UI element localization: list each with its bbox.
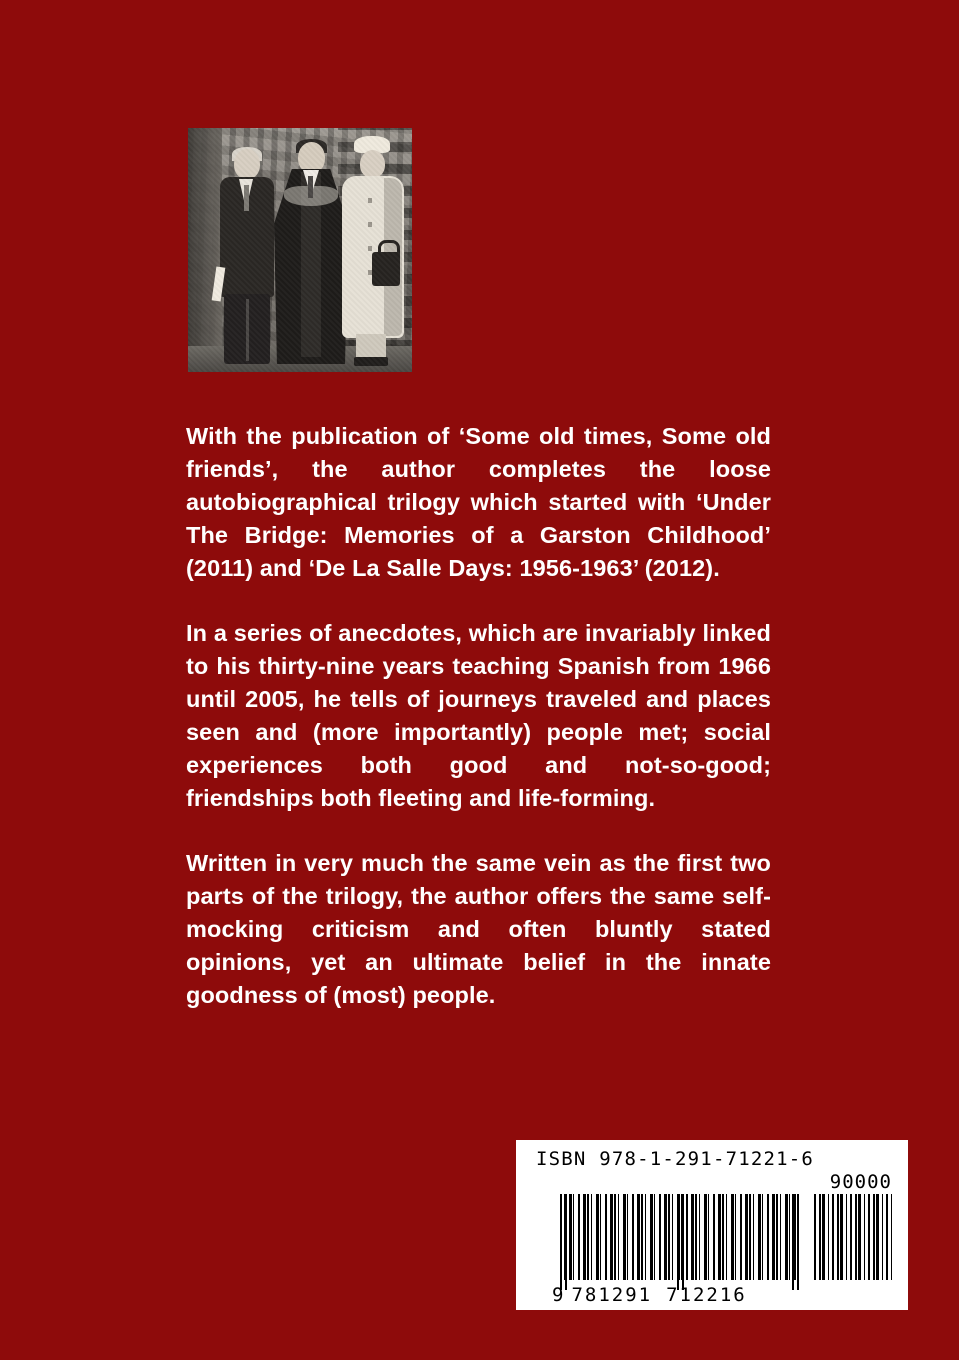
guard-bar	[682, 1194, 684, 1290]
man-tie	[244, 185, 249, 211]
guard-bar	[792, 1194, 794, 1290]
handbag	[372, 252, 400, 286]
figure-woman-in-coat	[340, 144, 406, 364]
figure-graduate	[274, 142, 348, 364]
price-code-text: 90000	[829, 1171, 892, 1193]
graduate-tie	[308, 176, 313, 198]
ean13-digits	[552, 1284, 747, 1306]
ean-left-group: 781291	[571, 1284, 653, 1306]
blurb-paragraph-2: In a series of anecdotes, which are invariably linked to his thirty-nine years teaching Spanish from 1966 until 2005, he tells of journeys traveled and places seen and (more importantly) people met; social experiences both good and not-so-good; friendships both fleeting and life-forming.	[186, 620, 771, 811]
ean-lead-digit: 9	[552, 1284, 566, 1306]
guard-bar	[565, 1194, 567, 1290]
woman-head	[360, 150, 385, 178]
isbn-text: ISBN 978-1-291-71221-6	[536, 1148, 815, 1170]
blurb-paragraph-3: Written in very much the same vein as the first two parts of the trilogy, the author offers the same self-mocking criticism and often bluntly stated opinions, yet an ultimate belief in the innate goodness of (most) people.	[186, 850, 771, 1008]
barcode-block	[516, 1140, 908, 1310]
graduate-head	[298, 142, 325, 173]
guard-bar	[797, 1194, 799, 1290]
guard-bar	[560, 1194, 562, 1290]
ean-right-group: 712216	[666, 1284, 747, 1306]
ean13-bars	[560, 1194, 798, 1280]
man-head	[234, 149, 260, 179]
back-cover-blurb	[186, 420, 771, 1012]
woman-shoes	[354, 357, 388, 366]
graduation-photo	[188, 128, 412, 372]
ean5-addon-bars	[814, 1194, 892, 1280]
figure-man-in-suit	[216, 149, 278, 364]
guard-bar	[677, 1194, 679, 1290]
man-leg-gap	[246, 299, 249, 361]
blurb-paragraph-1: With the publication of ‘Some old times, Some old friends’, the author completes the loose autobiographical trilogy which started with ‘Under The Bridge: Memories of a Garston Childhood’ (2011) and ‘De La Salle Days: 1956-1963’ (2012).	[186, 423, 771, 581]
